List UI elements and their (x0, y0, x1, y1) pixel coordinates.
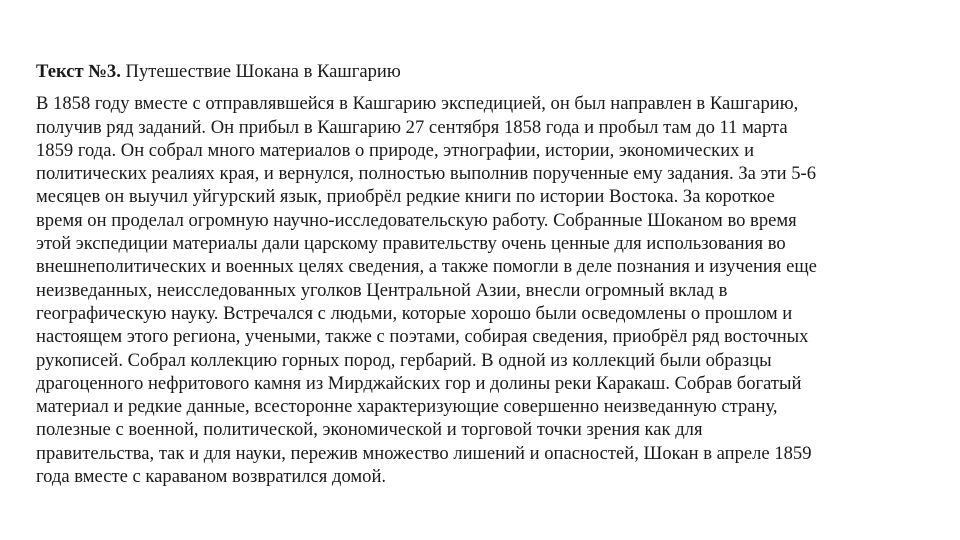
body-line: этой экспедиции материалы дали царскому правительству очень ценные для использования во (36, 233, 786, 255)
body-line: В 1858 году вместе с отправлявшейся в Кашгарию экспедицией, он был направлен в Кашгарию, (36, 93, 799, 115)
body-line: внешнеполитических и военных целях сведения, а также помогли в деле познания и изучения еще (36, 256, 817, 278)
text-content (36, 60, 926, 488)
body-line: полезные с военной, политической, экономической и торговой точки зрения как для (36, 419, 703, 441)
body-line: правительства, так и для науки, пережив множество лишений и опасностей, Шокан в апреле 1859 (36, 442, 812, 464)
body-line: 1859 года. Он собрал много материалов о природе, этнографии, истории, экономических и (36, 139, 755, 161)
section-heading (36, 60, 926, 83)
body-line: материал и редкие данные, всесторонне характеризующие совершенно неизведанную страну, (36, 396, 778, 418)
body-line: месяцев он выучил уйгурский язык, приобрёл редкие книги по истории Востока. За короткое (36, 186, 775, 208)
heading-title: Путешествие Шокана в Кашгарию (125, 61, 401, 82)
body-line: время он проделал огромную научно-исследовательскую работу. Собранные Шоканом во время (36, 209, 797, 231)
body-line: рукописей. Собрал коллекцию горных пород, гербарий. В одной из коллекций были образцы (36, 349, 772, 371)
body-line: неизведанных, неисследованных уголков Центральной Азии, внесли огромный вклад в (36, 279, 728, 301)
body-line: драгоценного нефритового камня из Мирджайских гор и долины реки Каракаш. Собрав богатый (36, 372, 802, 394)
body-line: политических реалиях края, и вернулся, полностью выполнив порученные ему задания. За эти 5-6 (36, 163, 817, 185)
body-line: года вместе с караваном возвратился домой. (36, 466, 387, 488)
body-line: географическую науку. Встречался с людьми, которые хорошо были осведомлены о прошлом и (36, 302, 793, 324)
body-paragraph (36, 92, 926, 488)
body-line: получив ряд заданий. Он прибыл в Кашгарию 27 сентября 1858 года и пробыл там до 11 марта (36, 116, 788, 138)
heading-label: Текст №3. (36, 61, 121, 82)
body-line: настоящем этого региона, учеными, также с поэтами, собирая сведения, приобрёл ряд восточных (36, 326, 809, 348)
